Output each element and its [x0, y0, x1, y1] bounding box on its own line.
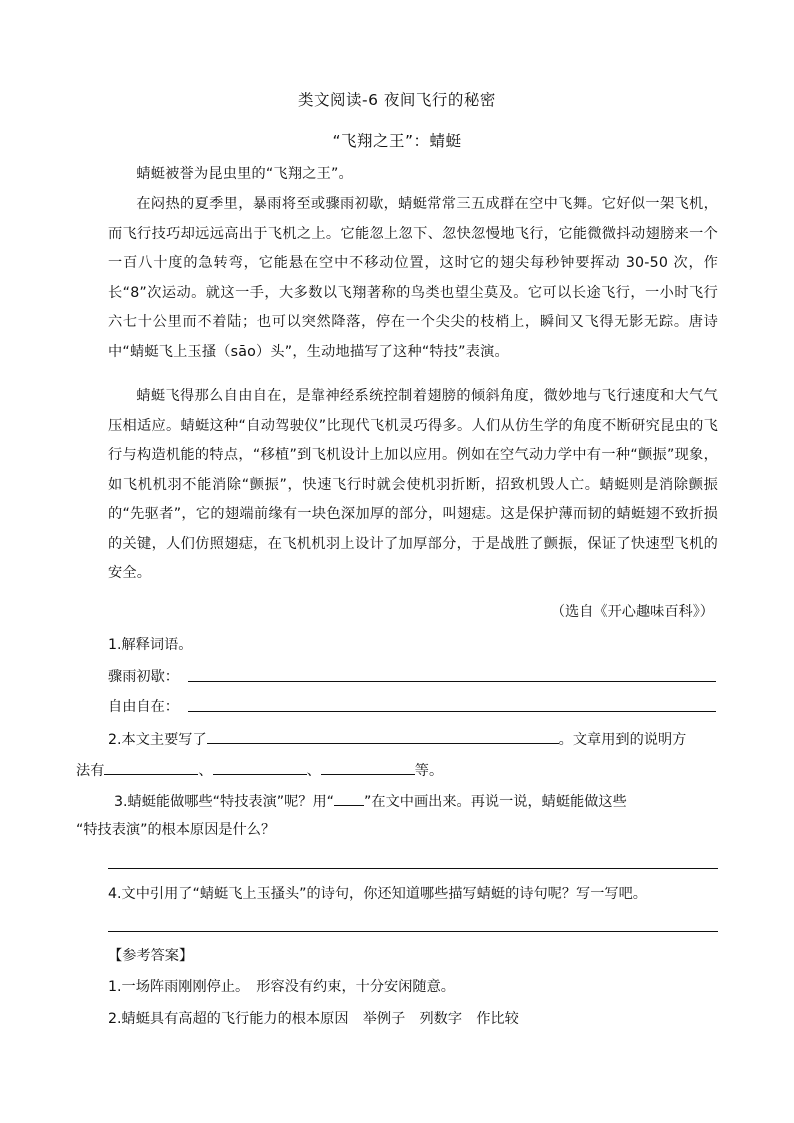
- paragraph-2: 在闷热的夏季里，暴雨将至或骤雨初歇，蜻蜓常常三五成群在空中飞舞。它好似一架飞机，而飞行技巧却远远高出于飞机之上。它能忽上忽下、忽快忽慢地飞行，它能微微抖动翅膀来一个一百八十度的急转弯，它能悬在空中不移动位置，这时它的翅尖每秒钟要挥动 30-50 次，作长“8”次运动。就这一手，大多数以飞翔著称的鸟类也望尘莫及。它可以长途飞行，一小时飞行六七十公里而不着陆；也可以突然降落，停在一个尖尖的枝梢上，瞬间又飞得无影无踪。唐诗中“蜻蜓飞上玉搔（sāo）头”，生动地描写了这种“特技”表演。: [108, 196, 718, 360]
- question-1-label: 1.解释词语。: [108, 637, 193, 653]
- paragraph-3: 蜻蜓飞得那么自由自在，是靠神经系统控制着翅膀的倾斜角度，微妙地与飞行速度和大气气压相适应。蜻蜓这种“自动驾驶仪”比现代飞机灵巧得多。人们从仿生学的角度不断研究昆虫的飞行与构造机能的特点，“移植”到飞机设计上加以应用。例如在空气动力学中有一种“颤振”现象，如飞机机羽不能消除“颤振”，快速飞行时就会使机羽折断，招致机毁人亡。蜻蜓则是消除颤振的“先驱者”，它的翅端前缘有一块色深加厚的部分，叫翅痣。这是保护薄而韧的蜻蜓翅不致折损的关键，人们仿照翅痣，在飞机机羽上设计了加厚部分，于是战胜了颤振，保证了快速型飞机的安全。: [108, 388, 719, 581]
- answer-blank-main-content[interactable]: [207, 728, 559, 744]
- question-2-part-3: 法有: [76, 763, 105, 779]
- question-3-line-1: [114, 790, 627, 811]
- answer-blank-method-1[interactable]: [104, 759, 198, 775]
- answer-blank-method-2[interactable]: [213, 759, 307, 775]
- question-2-line-2: [76, 759, 443, 780]
- source-citation: （选自《开心趣味百科》）: [550, 604, 714, 620]
- question-2-sep-2: 、: [306, 763, 321, 779]
- answer-blank-method-3[interactable]: [321, 759, 415, 775]
- answer-key-heading: 【参考答案】: [108, 948, 194, 964]
- underline-marker-sample: [334, 790, 364, 806]
- question-3-part-1: 3.蜻蜓能做哪些“特技表演”呢？用“: [114, 794, 335, 810]
- question-1-term-b: 自由自在：: [108, 699, 179, 715]
- paragraph-1: 蜻蜓被誉为昆虫里的“飞翔之王”。: [136, 166, 353, 182]
- answer-line-term-b[interactable]: [188, 711, 716, 712]
- question-2-line-1: [108, 728, 686, 749]
- answer-key-1: 1.一场阵雨刚刚停止。 形容没有约束，十分安闲随意。: [108, 979, 455, 995]
- question-1-term-a: 骤雨初歇：: [108, 669, 179, 685]
- answer-line-question-4[interactable]: [108, 931, 718, 932]
- answer-key-2: 2.蜻蜓具有高超的飞行能力的根本原因 举例子 列数字 作比较: [108, 1011, 519, 1027]
- question-2-part-1: 2.本文主要写了: [108, 732, 207, 748]
- document-title: 类文阅读-6 夜间飞行的秘密: [298, 91, 496, 109]
- question-3-line-2: “特技表演”的根本原因是什么？: [76, 822, 276, 838]
- question-2-part-2: 。文章用到的说明方: [558, 732, 687, 748]
- answer-line-term-a[interactable]: [188, 681, 716, 682]
- document-subtitle: “飞翔之王”：蜻蜓: [332, 132, 462, 150]
- question-3-part-2: ”在文中画出来。再说一说，蜻蜓能做这些: [364, 794, 627, 810]
- answer-line-question-3[interactable]: [108, 868, 718, 869]
- question-4-text: 4.文中引用了“蜻蜓飞上玉搔头”的诗句，你还知道哪些描写蜻蜓的诗句呢？写一写吧。: [108, 886, 647, 902]
- question-2-sep-1: 、: [198, 763, 213, 779]
- question-2-end: 等。: [414, 763, 444, 779]
